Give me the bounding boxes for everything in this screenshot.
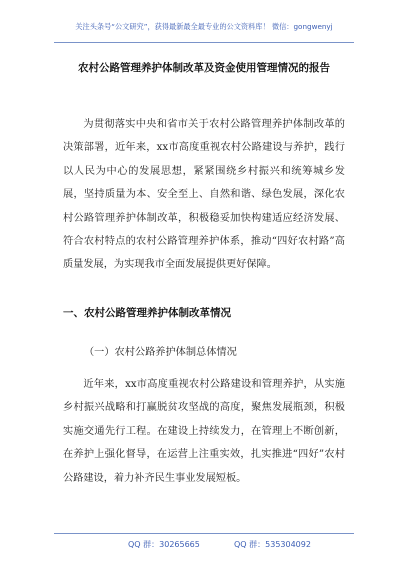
- subsection-heading: （一）农村公路养护体制总体情况: [84, 347, 237, 358]
- qq-group-left: QQ 群：30265665: [128, 540, 200, 549]
- qq-group-right: QQ 群：535304092: [234, 540, 311, 549]
- section-heading: 一、农村公路管理养护体制改革情况: [63, 307, 231, 319]
- document-title: 农村公路管理养护体制改革及资金使用管理情况的报告: [78, 62, 330, 74]
- footer-divider: [54, 533, 354, 534]
- header-divider: [54, 42, 354, 43]
- body-paragraph: 近年来，xx市高度重视农村公路建设和管理养护，从实施乡村振兴战略和打赢脱贫攻坚战的高度，聚焦发展瓶颈，积极实施交通先行工程。在建设上持续发力，在管理上不断创新，在养护上强化督导，在运营上注重实效，扎实推进“四好”农村公路建设，着力补齐民生事业发展短板。: [63, 379, 345, 484]
- watermark-banner: 关注头条号“公文研究”，获得最新最全最专业的公文资料库！ 微信：gongwenyj: [75, 22, 333, 31]
- intro-paragraph: 为贯彻落实中央和省市关于农村公路管理养护体制改革的决策部署，近年来，xx市高度重视农村公路建设与养护，践行以人民为中心的发展思想，紧紧围绕乡村振兴和统筹城乡发展，坚持质量为本、安全至上、自然和谐、绿色发展，深化农村公路管理养护体制改革，积极稳妥加快构建适应经济发展、符合农村特点的农村公路管理养护体系，推动“四好农村路”高质量发展，为实现我市全面发展提供更好保障。: [63, 119, 345, 271]
